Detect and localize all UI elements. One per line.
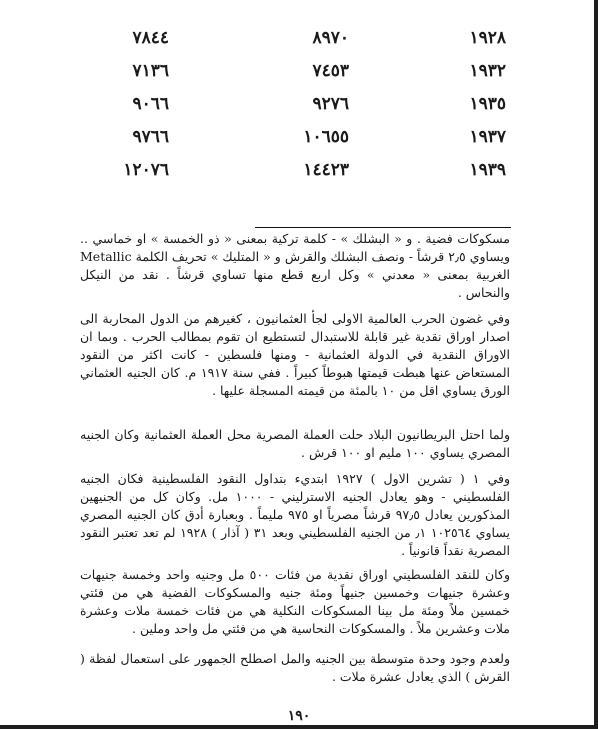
year-cell: ١٩٣٥ bbox=[469, 94, 506, 114]
value-cell: ٧١٣٦ bbox=[132, 61, 169, 81]
year-cell: ١٩٣٢ bbox=[469, 61, 506, 81]
value-cell: ٧٨٤٤ bbox=[132, 28, 169, 48]
table-row bbox=[0, 160, 594, 188]
body-paragraph: وكان للنقد الفلسطيني اوراق نقدية من فئات ٥٠٠ مل وجنيه واحد وخمسة جنيهات وعشرة جنيهات وخمسين جنيهاً ومئة جنيه والمسكوكات الفضية هي من فئتي خمسين ملاً ومئة مل بينا المسكوكات النكلية هي من فئات خمسة ملات وعشرة ملات وعشرين ملاً . والمسكوكات النحاسية هي من فئتي مل واحد وملين . bbox=[80, 567, 510, 636]
year-cell: ١٩٣٧ bbox=[469, 127, 506, 147]
body-paragraph: ولما احتل البريطانيون البلاد حلت العملة المصرية محل العملة العثمانية وكان الجنيه المصري يساوي ١٠٠ مليم او ١٠٠ قرش . bbox=[80, 427, 510, 460]
value-cell: ٩٠٦٦ bbox=[132, 94, 169, 114]
value-cell: ٩٧٦٦ bbox=[132, 127, 169, 147]
table-row bbox=[0, 94, 594, 122]
body-paragraph: وفي غضون الحرب العالمية الاولى لجأ العثمانيون ، كغيرهم من الدول المحاربة الى اصدار اوراق نقدية غير قابلة للاستبدال لتستطيع ان تقوم بمطالب الحرب . وبما ان الاوراق النقدية في الدولة العثمانية - ومنها فلسطين - كانت اكثر من النقود المستعاض عنها هبطت قيمتها هبوطاً كبيراً . ففي سنة ١٩١٧ م. كان الجنيه العثماني الورق يساوي اقل من ١٠ بالمئة من قيمته المسجلة عليها . bbox=[80, 311, 510, 398]
value-cell: ٧٤٥٣ bbox=[312, 61, 349, 81]
year-cell: ١٩٢٨ bbox=[469, 28, 506, 48]
year-cell: ١٩٣٩ bbox=[469, 160, 506, 180]
page-frame-bottom bbox=[0, 725, 598, 729]
value-cell: ٨٩٧٠ bbox=[312, 28, 349, 48]
table-row bbox=[0, 28, 594, 56]
body-paragraph: وفي ١ ( تشرين الاول ) ١٩٢٧ ابتديء بتداول النقود الفلسطينية فكان الجنيه الفلسطيني - وهو يعادل الجنيه الاسترليني - ١٠٠٠ مل. وكان كل من الجنيهين المذكورين يعادل ٩٧٫٥ قرشاً مصرياً او ٩٧٥ مليماً . وبعبارة أدق كان الجنيه المصري يساوي ١٠٢٥٦٤ ٫١ من الجنيه الفلسطيني وبعد ٣١ ( آذار ) ١٩٢٨ لم تعد تعتبر النقود المصرية نقداً قانونياً . bbox=[80, 471, 511, 558]
body-paragraph: ولعدم وجود وحدة متوسطة بين الجنيه والمل اصطلح الجمهور على استعمال لفظة ( القرش ) الذي يعادل عشرة ملات . bbox=[80, 651, 510, 684]
value-cell: ١٤٤٢٣ bbox=[303, 160, 349, 180]
value-cell: ١٢٠٧٦ bbox=[123, 160, 169, 180]
footnote-divider bbox=[255, 227, 511, 228]
value-cell: ٩٢٧٦ bbox=[312, 94, 349, 114]
table-row bbox=[0, 61, 594, 89]
page-frame-right bbox=[594, 0, 598, 729]
table-row bbox=[0, 127, 594, 155]
page-number: ١٩٠ bbox=[287, 708, 311, 724]
value-cell: ١٠٦٥٥ bbox=[303, 127, 349, 147]
footnote-paragraph: مسكوكات فضية . و « البشلك » - كلمة تركية بمعنى « ذو الخمسة » او خماسي .. ويساوي ٢٫٥ قرشاً - ونصف البشلك والقرش و « المتليك » تحريف الكلمة Metallic الغربية بمعنى « معدني » وكل اربع قطع منها تساوي قرشاً . نقد من النيكل والنحاس . bbox=[80, 231, 510, 300]
